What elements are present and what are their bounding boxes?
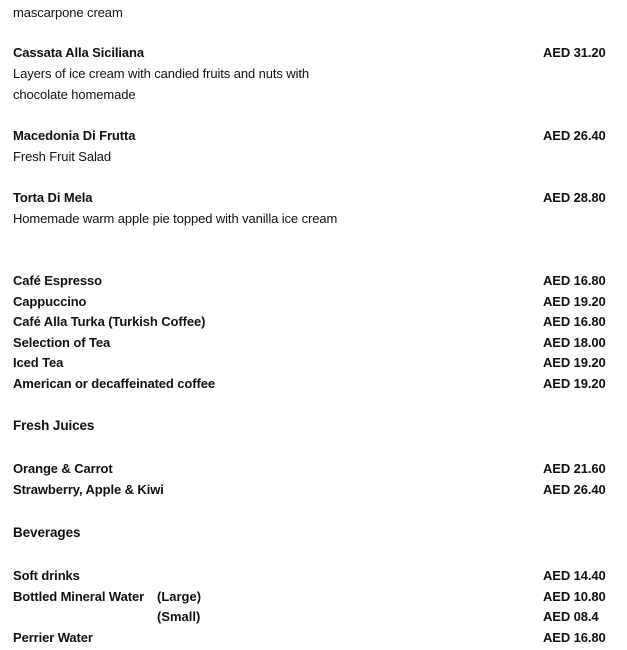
juice-price: AED 26.40 xyxy=(543,482,606,497)
drink-price: AED 19.20 xyxy=(543,355,606,370)
item-description: Homemade warm apple pie topped with vanilla ice cream xyxy=(13,211,338,226)
juice-name: Strawberry, Apple & Kiwi xyxy=(13,482,164,497)
drink-name: Iced Tea xyxy=(13,355,64,370)
drink-price: AED 18.00 xyxy=(543,335,606,350)
drink-price: AED 19.20 xyxy=(543,376,606,391)
drink-price: AED 16.80 xyxy=(543,314,606,329)
beverage-name: Soft drinks xyxy=(13,568,80,583)
drink-name: Selection of Tea xyxy=(13,335,111,350)
drink-name: American or decaffeinated coffee xyxy=(13,376,215,391)
beverage-name: Bottled Mineral Water xyxy=(13,589,145,604)
item-name: Macedonia Di Frutta xyxy=(13,128,136,143)
drink-name: Cappuccino xyxy=(13,294,87,309)
drink-price: AED 16.80 xyxy=(543,273,606,288)
drink-price: AED 19.20 xyxy=(543,294,606,309)
drink-name: Café Alla Turka (Turkish Coffee) xyxy=(13,314,206,329)
item-price: AED 28.80 xyxy=(543,190,606,205)
beverage-price: AED 16.80 xyxy=(543,630,606,645)
item-name: Torta Di Mela xyxy=(13,190,93,205)
item-description: Layers of ice cream with candied fruits and nuts with xyxy=(13,66,310,81)
drink-name: Café Espresso xyxy=(13,273,103,288)
item-description: Fresh Fruit Salad xyxy=(13,149,112,164)
juice-name: Orange & Carrot xyxy=(13,461,113,476)
item-description: chocolate homemade xyxy=(13,87,136,102)
item-name: Cassata Alla Siciliana xyxy=(13,45,144,60)
beverage-name: Perrier Water xyxy=(13,630,93,645)
item-price: AED 31.20 xyxy=(543,45,606,60)
beverage-size-small: (Small) xyxy=(157,609,201,624)
item-description-continued: mascarpone cream xyxy=(13,5,123,20)
beverage-price: AED 08.4 xyxy=(543,609,599,624)
beverage-price: AED 10.80 xyxy=(543,589,606,604)
section-title-fresh-juices: Fresh Juices xyxy=(13,418,95,433)
juice-price: AED 21.60 xyxy=(543,461,606,476)
beverage-size-large: (Large) xyxy=(157,589,202,604)
item-price: AED 26.40 xyxy=(543,128,606,143)
section-title-beverages: Beverages xyxy=(13,525,81,540)
beverage-price: AED 14.40 xyxy=(543,568,606,583)
